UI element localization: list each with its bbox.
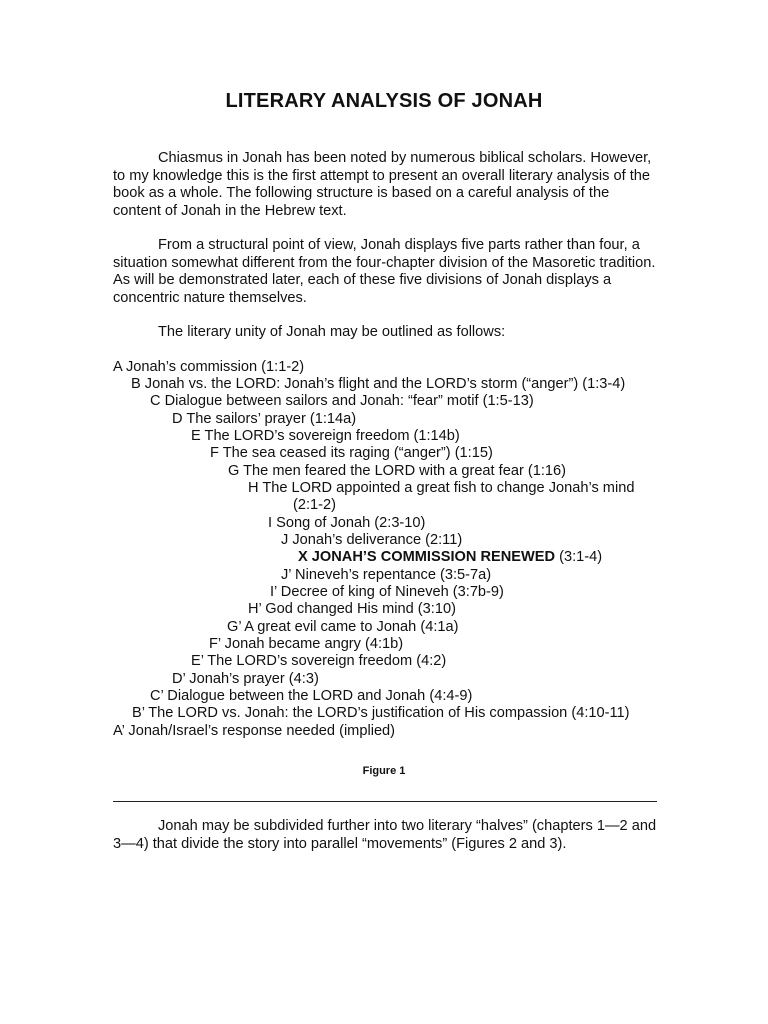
outline-item-h-prime: H’ God changed His mind (3:10) — [248, 601, 456, 617]
outline-item-c: C Dialogue between sailors and Jonah: “fear” motif (1:5-13) — [150, 393, 534, 409]
outline-item-x — [298, 549, 602, 567]
page-title: LITERARY ANALYSIS OF JONAH — [225, 90, 543, 112]
structure-paragraph-text: From a structural point of view, Jonah displays five parts rather than four, a situation somewhat different from the four-chapter division of the Masoretic tradition. As will be demonstrated later, each of these five divisions of Jonah displays a concentric nature themselves. — [113, 237, 656, 306]
outline-item-b-prime: B’ The LORD vs. Jonah: the LORD’s justification of His compassion (4:10-11) — [132, 705, 630, 721]
outline-item-b: B Jonah vs. the LORD: Jonah’s flight and the LORD’s storm (“anger”) (1:3-4) — [131, 376, 626, 392]
outline-item-a: A Jonah’s commission (1:1-2) — [113, 359, 305, 375]
outline-item-i-prime: I’ Decree of king of Nineveh (3:7b-9) — [270, 584, 504, 600]
intro-paragraph — [113, 150, 658, 220]
outline-item-g: G The men feared the LORD with a great fear (1:16) — [228, 463, 566, 479]
intro-paragraph-text: Chiasmus in Jonah has been noted by numerous biblical scholars. However, to my knowledge this is the first attempt to present an overall literary analysis of the book as a whole. The following structure is based on a careful analysis of the content of Jonah in the Hebrew text. — [113, 150, 652, 219]
outline-item-f: F The sea ceased its raging (“anger”) (1:15) — [210, 445, 493, 461]
structure-paragraph — [113, 237, 658, 307]
closing-paragraph — [113, 818, 658, 853]
outline-intro-paragraph — [113, 324, 658, 342]
outline-item-e: E The LORD’s sovereign freedom (1:14b) — [191, 428, 460, 444]
outline-item-j-prime: J’ Nineveh’s repentance (3:5-7a) — [281, 567, 492, 583]
outline-intro-text: The literary unity of Jonah may be outlined as follows: — [158, 324, 506, 340]
outline-item-e-prime: E’ The LORD’s sovereign freedom (4:2) — [191, 653, 447, 669]
outline-item-i: I Song of Jonah (2:3-10) — [268, 515, 426, 531]
closing-paragraph-text: Jonah may be subdivided further into two literary “halves” (chapters 1—2 and 3—4) that divide the story into parallel “movements” (Figures 2 and 3). — [113, 818, 657, 852]
outline-item-a-prime: A’ Jonah/Israel’s response needed (implied) — [113, 723, 396, 739]
outline-item-c-prime: C’ Dialogue between the LORD and Jonah (4:4-9) — [150, 688, 473, 704]
outline-item-h: H The LORD appointed a great fish to change Jonah’s mind — [248, 480, 635, 496]
section-divider — [113, 801, 657, 802]
outline-item-d: D The sailors’ prayer (1:14a) — [172, 411, 357, 427]
outline-item-h-reference: (2:1-2) — [293, 497, 336, 513]
outline-item-x-heading: X JONAH’S COMMISSION RENEWED — [298, 549, 556, 565]
figure-caption: Figure 1 — [362, 765, 406, 777]
outline-item-j: J Jonah’s deliverance (2:11) — [281, 532, 463, 548]
outline-item-x-reference: (3:1-4) — [559, 549, 603, 565]
outline-item-g-prime: G’ A great evil came to Jonah (4:1a) — [227, 619, 459, 635]
outline-item-f-prime: F’ Jonah became angry (4:1b) — [209, 636, 404, 652]
outline-item-d-prime: D’ Jonah’s prayer (4:3) — [172, 671, 319, 687]
